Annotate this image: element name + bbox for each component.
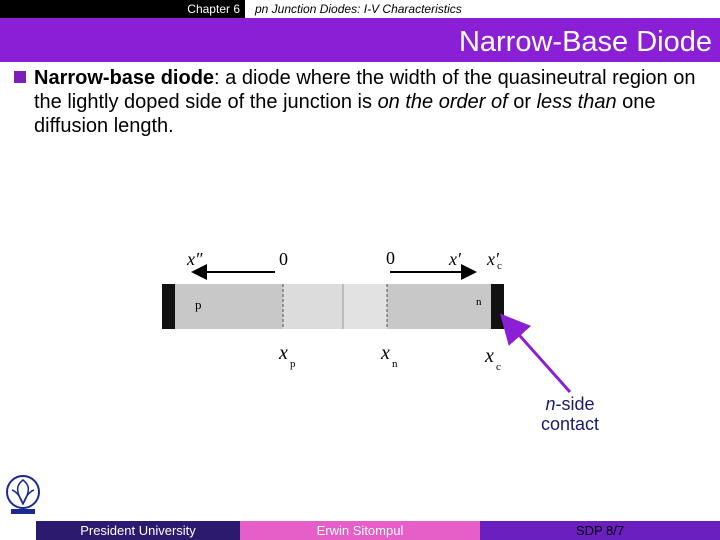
bullet-text-2: or <box>507 91 537 113</box>
n-side-contact-label <box>520 394 620 434</box>
label-xn: x <box>381 342 390 364</box>
label-xc-prime-sub: c <box>497 260 502 272</box>
footer-author: Erwin Sitompul <box>240 521 480 540</box>
footer <box>0 521 720 540</box>
chapter-label: Chapter 6 <box>0 0 245 18</box>
label-xp-sub: p <box>290 358 296 370</box>
topic-label: pn Junction Diodes: I-V Characteristics <box>245 0 720 18</box>
contact-label-side: -side <box>555 394 595 414</box>
bullet-italic-1: on the order of <box>377 91 508 113</box>
contact-label-contact: contact <box>540 414 600 434</box>
label-zero-right: 0 <box>386 248 395 268</box>
label-p: p <box>195 297 202 312</box>
label-x-prime: x′ <box>449 249 461 269</box>
depletion-left <box>283 284 343 329</box>
label-x-double-prime: x″ <box>187 249 203 269</box>
p-region <box>175 284 283 329</box>
label-xn-sub: n <box>392 358 398 370</box>
footer-university: President University <box>36 521 240 540</box>
bullet-text <box>34 66 704 138</box>
label-xc-sub: c <box>496 361 501 373</box>
slide-title: Narrow-Base Diode <box>458 26 712 58</box>
bullet-italic-2: less than <box>536 91 617 113</box>
bullet-text-1: : a diode where the width of the quasineutral region on the lightly doped side of the junction is <box>34 67 696 113</box>
label-xc-prime: x′ <box>487 249 499 269</box>
label-xp: x <box>279 342 288 364</box>
label-n: n <box>476 296 482 308</box>
footer-slide-number: SDP 8/7 <box>480 521 720 540</box>
bullet-marker <box>14 71 26 83</box>
bullet-text-3: one diffusion length. <box>34 91 656 137</box>
contact-label-n: n <box>545 394 556 414</box>
contact-left <box>162 284 175 329</box>
bullet-term: Narrow-base diode <box>34 67 215 89</box>
university-logo <box>4 474 42 516</box>
diode-diagram <box>155 235 520 380</box>
contact-pointer-arrow <box>490 310 580 395</box>
label-xc: x <box>485 345 494 367</box>
label-zero-left: 0 <box>279 249 288 269</box>
depletion-right <box>343 284 387 329</box>
